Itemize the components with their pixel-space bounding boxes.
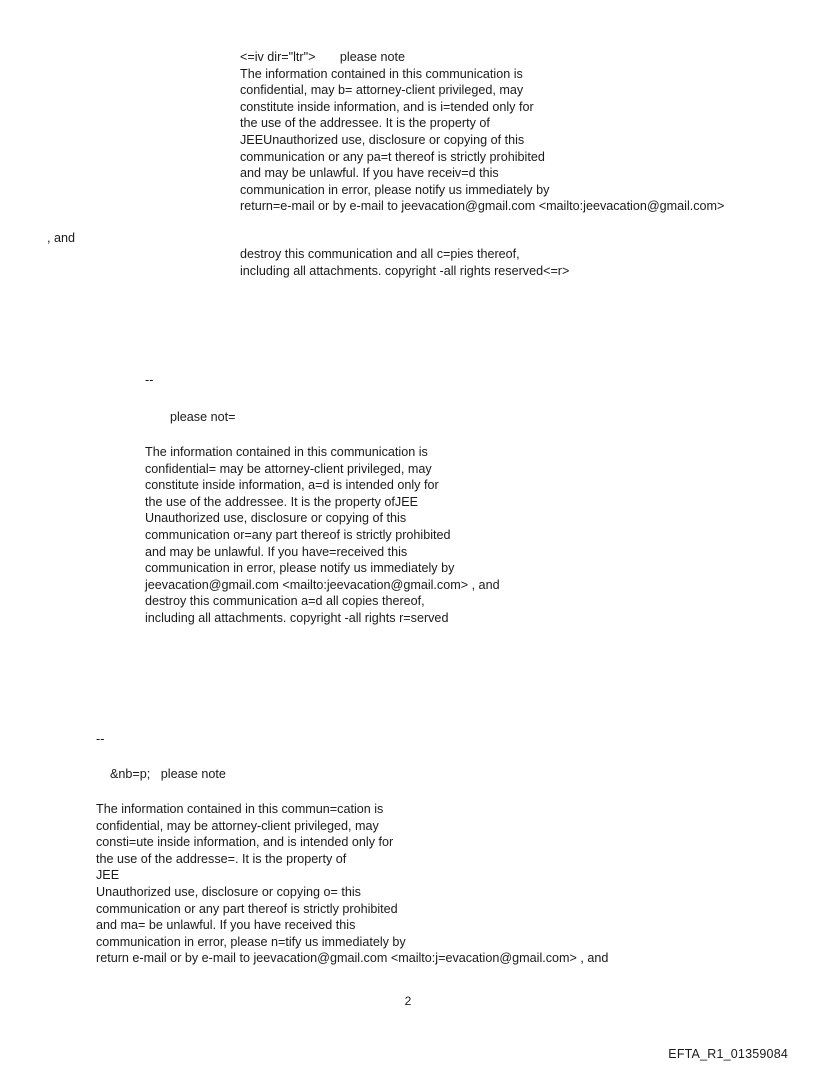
disclaimer-line: The information contained in this communication is <box>145 445 428 459</box>
disclaimer-line: communication or any part thereof is strictly prohibited <box>96 901 398 916</box>
bates-number: EFTA_R1_01359084 <box>668 1047 788 1061</box>
wrapped-text <box>47 230 75 247</box>
disclaimer-line: communication in error, please notify us immediately by <box>240 182 550 197</box>
disclaimer-line: <=iv dir="ltr"> please note <box>240 50 406 64</box>
disclaimer-line: destroy this communication a=d all copies thereof, <box>145 594 425 609</box>
disclaimer-line: communication or any pa=t thereof is strictly prohibited <box>240 149 545 164</box>
disclaimer-line: communication in error, please n=tify us immediately by <box>96 934 406 949</box>
disclaimer-block-1 <box>240 49 724 215</box>
disclaimer-line: confidential, may be attorney-client privileged, may <box>96 818 379 833</box>
heading-line: &nb=p; please note <box>110 767 226 781</box>
disclaimer-line: JEEUnauthorized use, disclosure or copying of this <box>240 132 525 147</box>
disclaimer-heading <box>170 409 235 426</box>
wrapped-line: , and <box>47 231 76 245</box>
disclaimer-block-2 <box>145 444 500 627</box>
disclaimer-line: Unauthorized use, disclosure or copying o= this <box>96 884 361 899</box>
disclaimer-block-3 <box>96 801 608 967</box>
disclaimer-line: and may be unlawful. If you have=received this <box>145 544 408 559</box>
separator: -- <box>96 732 105 746</box>
disclaimer-line: Unauthorized use, disclosure or copying of this <box>145 511 407 526</box>
disclaimer-line: confidential= may be attorney-client privileged, may <box>145 461 432 476</box>
disclaimer-line: communication in error, please notify us immediately by <box>145 561 455 576</box>
disclaimer-line: communication or=any part thereof is strictly prohibited <box>145 527 451 542</box>
disclaimer-line: including all attachments. copyright -all rights reserved<=r> <box>240 263 570 278</box>
heading-line: please not= <box>170 410 236 424</box>
disclaimer-line: jeevacation@gmail.com <mailto:jeevacation@gmail.com> , and <box>145 577 500 592</box>
disclaimer-line: The information contained in this communication is <box>240 66 523 81</box>
disclaimer-line: and ma= be unlawful. If you have received this <box>96 918 356 933</box>
disclaimer-line: constitute inside information, a=d is intended only for <box>145 478 439 493</box>
disclaimer-line: the use of the addressee. It is the property of <box>240 116 490 131</box>
disclaimer-line: return=e-mail or by e-mail to jeevacation@gmail.com <mailto:jeevacation@gmail.com> <box>240 199 725 214</box>
disclaimer-line: including all attachments. copyright -all rights r=served <box>145 610 449 625</box>
page-number: 2 <box>404 994 412 1008</box>
disclaimer-line: consti=ute inside information, and is intended only for <box>96 835 394 850</box>
disclaimer-line: the use of the addresse=. It is the property of <box>96 851 347 866</box>
disclaimer-heading <box>110 766 226 783</box>
disclaimer-line: constitute inside information, and is i=tended only for <box>240 99 534 114</box>
disclaimer-line: and may be unlawful. If you have receiv=d this <box>240 166 499 181</box>
disclaimer-line: destroy this communication and all c=pies thereof, <box>240 247 520 261</box>
separator: -- <box>145 373 154 387</box>
disclaimer-line: confidential, may b= attorney-client privileged, may <box>240 83 524 98</box>
disclaimer-line: the use of the addressee. It is the property ofJEE <box>145 494 419 509</box>
disclaimer-line: JEE <box>96 868 120 883</box>
disclaimer-line: The information contained in this commun=cation is <box>96 802 384 816</box>
disclaimer-block-1-end <box>240 246 569 279</box>
disclaimer-line: return e-mail or by e-mail to jeevacation@gmail.com <mailto:j=evacation@gmail.com> , and <box>96 951 609 966</box>
